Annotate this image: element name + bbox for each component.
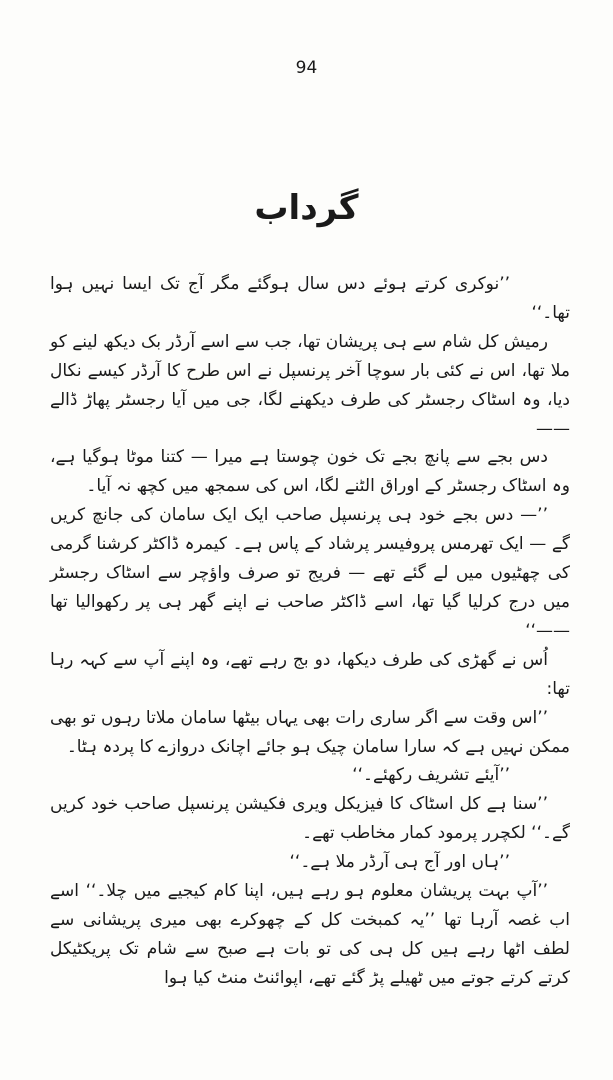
body-text <box>50 270 570 993</box>
paragraph: رمیش کل شام سے ہی پریشان تھا، جب سے اسے آرڈر بک دیکھ لینے کو ملا تھا، اس نے کئی بار سوچا آخر پرنسپل نے اس طرح کا آرڈر کیسے نکال دیا، وہ اسٹاک رجسٹر کی طرف دیکھنے لگا، جی میں آیا رجسٹر پھاڑ ڈالے—— <box>50 331 570 439</box>
paragraph: ’’آپ بہت پریشان معلوم ہو رہے ہیں، اپنا کام کیجیے میں چلا۔‘‘ اسے اب غصہ آرہا تھا ’’یہ کمبخت کل کے چھوکرے بھی میری پریشانی سے لطف اٹھا رہے ہیں کل ہی کی تو بات ہے صبح سے شام تک پریکٹیکل کرتے کرتے جوتے میں ٹھیلے پڑ گئے تھے، اپوائنٹ منٹ کیا ہوا <box>50 881 570 988</box>
paragraph: اُس نے گھڑی کی طرف دیکھا، دو بج رہے تھے، وہ اپنے آپ سے کہہ رہا تھا: <box>50 649 570 699</box>
paragraph: ’’سنا ہے کل اسٹاک کا فیزیکل ویری فکیشن پرنسپل صاحب خود کریں گے۔‘‘ لکچرر پرمود کمار مخاطب تھے۔ <box>50 794 570 844</box>
paragraph: ’’آیئے تشریف رکھئے۔‘‘ <box>352 765 510 786</box>
paragraph: دس بجے سے پانچ بجے تک خون چوستا ہے میرا — کتنا موٹا ہوگیا ہے، وہ اسٹاک رجسٹر کے اوراق الٹنے لگا، اس کی سمجھ میں کچھ نہ آیا۔ <box>50 447 570 497</box>
paragraph: ’’ہاں اور آج ہی آرڈر ملا ہے۔‘‘ <box>289 852 510 873</box>
paragraph: ’’اس وقت سے اگر ساری رات بھی یہاں بیٹھا سامان ملاتا رہوں تو بھی ممکن نہیں ہے کہ سارا سامان چیک ہو جائے اچانک دروازے کا پردہ ہٹا۔ <box>50 707 570 757</box>
chapter-title: گرداب <box>254 188 359 228</box>
paragraph: ’’— دس بجے خود ہی پرنسپل صاحب ایک ایک سامان کی جانچ کریں گے — ایک تھرمس پروفیسر پرشاد کے پاس ہے۔ کیمرہ ڈاکٹر کرشنا گرمی کی چھٹیوں میں لے گئے تھے — فریج تو صرف واؤچر سے اسٹاک رجسٹر میں درج کرلیا گیا تھا، اسے ڈاکٹر صاحب نے اپنے گھر ہی پر رکھوالیا تھا——‘‘ <box>50 505 570 641</box>
paragraph: ’’نوکری کرتے ہوئے دس سال ہوگئے مگر آج تک ایسا نہیں ہوا تھا۔‘‘ <box>50 274 570 323</box>
page-number: 94 <box>295 58 318 78</box>
